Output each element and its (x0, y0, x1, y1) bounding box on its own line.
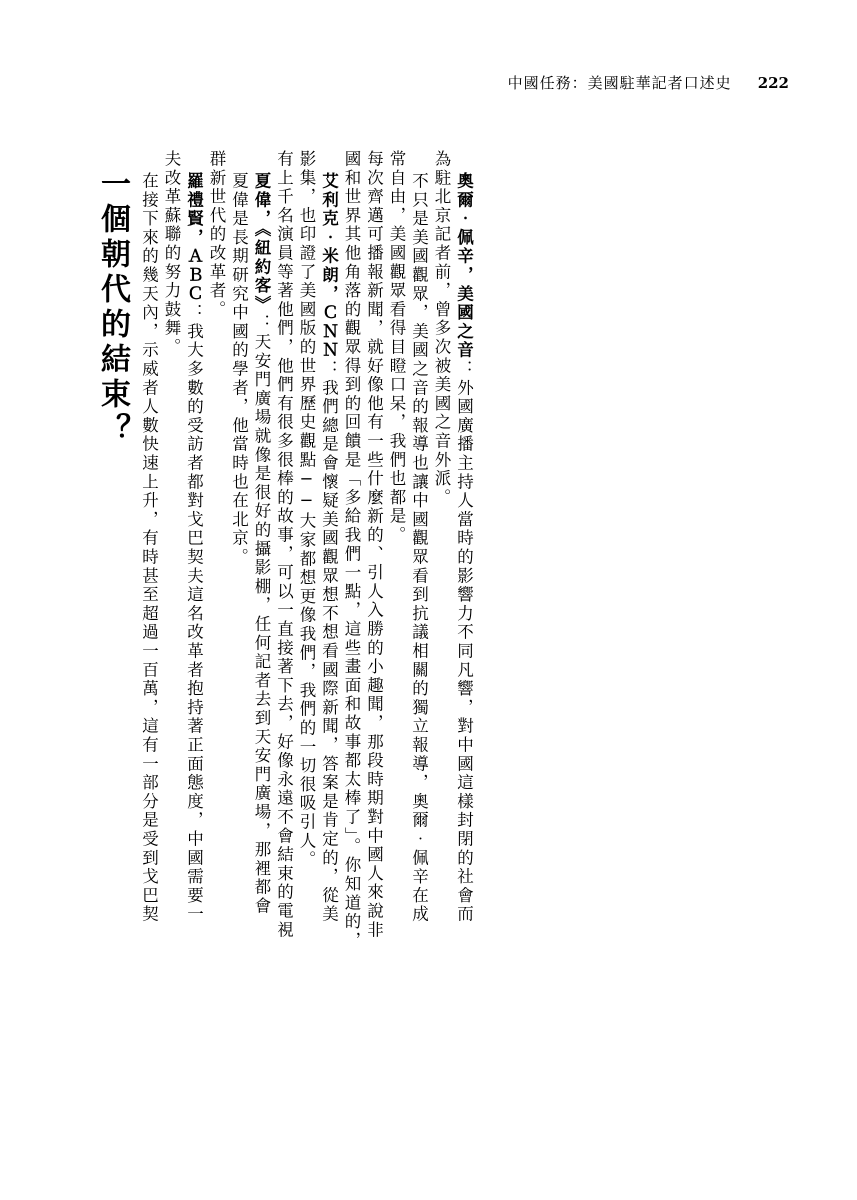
chapter-title: 一個朝代的結束？ (95, 168, 130, 448)
text-column: 群新世代的改革者。 (207, 150, 226, 320)
text-column: 有上千名演員等著他們，他們有很多很棒的故事，可以一直接著下去，好像永遠不會結束的電視 (274, 150, 294, 940)
page-body (60, 150, 797, 1160)
running-header (508, 72, 789, 93)
text-column: 每次齊邁可播報新聞，就好像他有一些什麼新的、引人入勝的小趣聞，那段時期對中國人來說非 (364, 150, 384, 940)
text-column: 國和世界其他角落的觀眾得到的回饋是「多給我們一點，這些畫面和故事都太棒了」。你知道的， (342, 150, 361, 951)
text-column: 艾利克‧米朗，ＣＮＮ：我們總是會懷疑美國觀眾想不想看國際新聞，答案是肯定的，從美 (319, 172, 339, 924)
text-column: 為駐北京記者前，曾多次被美國之音外派。 (432, 150, 451, 508)
text-column: 夏偉，《紐約客》：天安門廣場就像是很好的攝影棚，任何記者去到天安門廣場，那裡都會 (252, 172, 271, 916)
text-column: 夫改革蘇聯的努力鼓舞。 (162, 150, 181, 357)
text-column: 奧爾‧佩辛，美國之音：外國廣播主持人當時的影響力不同凡響，對中國這樣封閉的社會而 (454, 172, 474, 924)
page-number: 222 (757, 74, 789, 92)
text-column: 影集，也印證了美國版的世界歷史觀點──大家都想更像我們，我們的一切很吸引人。 (297, 150, 316, 870)
text-column: 常自由，美國觀眾看得目瞪口呆，我們也都是。 (387, 150, 406, 545)
text-column: 在接下來的幾天內，示威者人數快速上升，有時甚至超過一百萬，這有一部分是受到戈巴契 (139, 172, 159, 924)
book-title: 中國任務：美國駐華記者口述史 (507, 74, 732, 92)
text-column: 羅禮賢，ＡＢＣ：我大多數的受訪者都對戈巴契夫這名改革者抱持著正面態度，中國需要一 (184, 172, 204, 925)
text-column: 不只是美國觀眾，美國之音的報導也讓中國觀眾看到抗議相關的獨立報導，奧爾‧佩辛在成 (409, 172, 429, 924)
text-column: 夏偉是長期研究中國的學者，他當時也在北京。 (229, 172, 249, 567)
